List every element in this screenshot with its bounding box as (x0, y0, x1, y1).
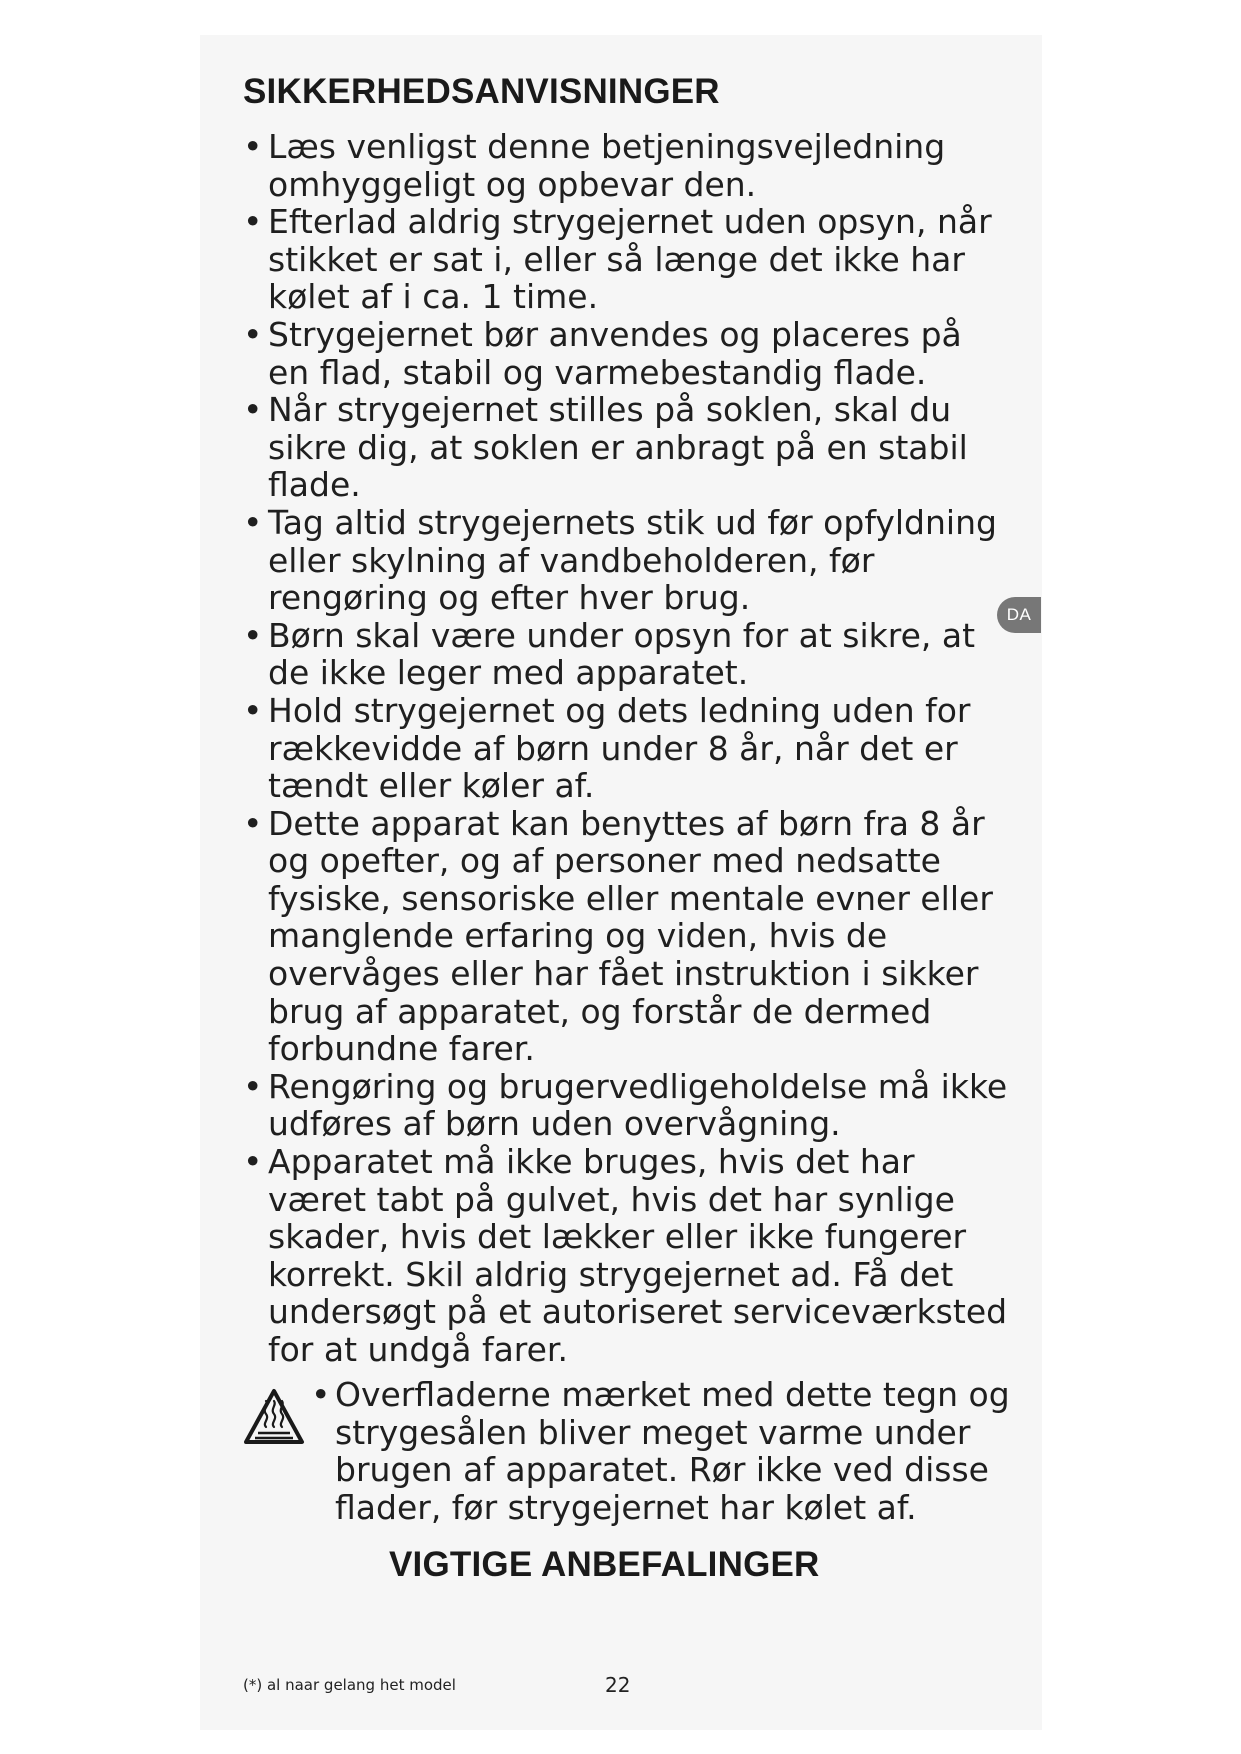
list-item-text: Dette apparat kan benyttes af børn fra 8 år og opefter, og af personer med nedsatte fysiske, sensoriske eller mentale evner eller manglende erfaring og viden, hvis de overvåges eller har fået instruktion i sikker brug af apparatet, og forstår de dermed forbundne farer. (268, 803, 993, 1069)
page-number: 22 (605, 1673, 631, 1697)
bullet-dot: • (243, 690, 263, 730)
list-item-text: Læs venligst denne betjeningsvejledning omhyggeligt og opbevar den. (268, 127, 946, 204)
list-item-text: Hold strygejernet og dets ledning uden for rækkevidde af børn under 8 år, når det er tændt eller køler af. (268, 690, 971, 806)
list-item-text: Apparatet må ikke bruges, hvis det har været tabt på gulvet, hvis det har synlige skader, hvis det lækker eller ikke fungerer korrekt. Skil aldrig strygejernet ad. Få det undersøgt på et autoriseret serviceværksted for at undgå farer. (268, 1142, 1008, 1369)
bullet-dot: • (243, 390, 263, 430)
list-item-text: Strygejernet bør anvendes og placeres på en flad, stabil og varmebestandig flade. (268, 314, 962, 392)
list-item (243, 805, 1013, 1068)
bullet-dot: • (243, 502, 263, 542)
bullet-dot: • (243, 615, 263, 655)
bullet-dot: • (243, 803, 263, 843)
bullet-dot: • (311, 1375, 331, 1414)
list-item (243, 316, 1013, 391)
language-tab: DA (997, 597, 1041, 633)
list-item (243, 391, 1013, 504)
list-item (243, 128, 1013, 203)
list-item (243, 617, 1013, 692)
hot-surface-warning (243, 1376, 1033, 1536)
section-title: SIKKERHEDSANVISNINGER (243, 72, 720, 111)
list-item-text: Rengøring og brugervedligeholdelse må ikke udføres af børn uden overvågning. (268, 1066, 1008, 1144)
hot-surface-icon (243, 1388, 305, 1446)
list-item (243, 692, 1013, 805)
list-item (243, 203, 1013, 316)
list-item (243, 1068, 1013, 1143)
bullet-dot: • (243, 1066, 263, 1106)
list-item-text: Børn skal være under opsyn for at sikre, at de ikke leger med apparatet. (268, 615, 976, 693)
bullet-dot: • (243, 314, 263, 354)
warning-text: Overfladerne mærket med dette tegn og strygesålen bliver meget varme under brugen af apparatet. Rør ikke ved disse flader, før strygejernet har kølet af. (335, 1375, 1010, 1527)
bullet-dot: • (243, 127, 263, 166)
list-item-text: Når strygejernet stilles på soklen, skal du sikre dig, at soklen er anbragt på en stabil flade. (268, 390, 968, 505)
list-item-text: Efterlad aldrig strygejernet uden opsyn, når stikket er sat i, eller så længe det ikke har kølet af i ca. 1 time. (268, 202, 992, 317)
bullet-dot: • (243, 202, 263, 242)
subsection-title: VIGTIGE ANBEFALINGER (389, 1545, 820, 1584)
safety-instructions-list (243, 128, 1013, 1369)
bullet-dot: • (243, 1142, 263, 1182)
list-item-text: Tag altid strygejernets stik ud før opfyldning eller skylning af vandbeholderen, før rengøring og efter hver brug. (268, 502, 997, 618)
list-item (243, 504, 1013, 617)
footnote: (*) al naar gelang het model (243, 1676, 456, 1694)
list-item (243, 1143, 1013, 1369)
